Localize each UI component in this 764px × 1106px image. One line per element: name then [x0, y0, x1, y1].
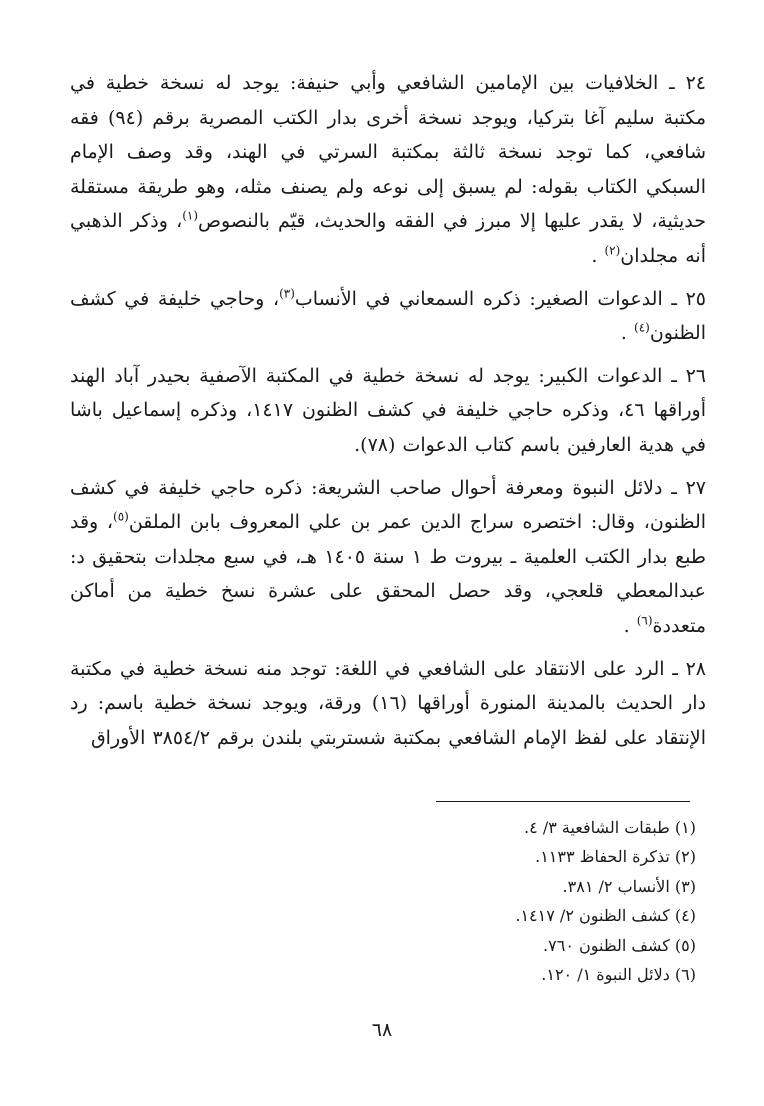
entry-text: ، وذكر الذهبي أنه مجلدان	[70, 210, 706, 267]
footnote-item: (٥) كشف الظنون ٧٦٠.	[543, 935, 696, 955]
entry-text: يوجد له نسخة خطية في المكتبة الآصفية بحيدر آباد الهند أوراقها ٤٦، وذكره حاجي خليفة في كشف الظنون ١٤١٧، وذكره إسماعيل باشا في هدية العارفين باسم كتاب الدعوات (٧٨).	[70, 364, 706, 456]
entry-number: ٢٨	[685, 657, 706, 680]
entry-text: .	[620, 322, 627, 345]
footnote-item: (٢) تذكرة الحفاظ ١١٣٣.	[535, 847, 696, 867]
footnote-separator	[436, 801, 690, 802]
entry-26: ٢٦ ـ الدعوات الكبير: يوجد له نسخة خطية في المكتبة الآصفية بحيدر آباد الهند أوراقها ٤٦، وذكره حاجي خليفة في كشف الظنون ١٤١٧، وذكره إسماعيل باشا في هدية العارفين باسم كتاب الدعوات (٧٨).	[70, 364, 706, 456]
entry-number: ٢٦	[685, 364, 706, 387]
page-number: ٦٨	[371, 1019, 393, 1041]
entry-text: .	[623, 614, 630, 637]
entry-number: ٢٤	[685, 72, 706, 94]
entry-number: ٢٧	[685, 476, 706, 499]
entry-24: ٢٤ ـ الخلافيات بين الإمامين الشافعي وأبي حنيفة: يوجد له نسخة خطية في مكتبة سليم آغا بتركيا، ويوجد نسخة أخرى بدار الكتب المصرية برقم (٩٤) فقه شافعي، كما توجد نسخة ثالثة بمكتبة السرتي في الهند، وقد وصف الإمام السبكي الكتاب بقوله: لم يسبق إلى نوعه ولم يصنف مثله، وهو طريقة مستقلة حديثية، لا يقدر عليها إلا مبرز في الفقه والحديث، قيّم بالنصوص$^{(١)}$، وذكر الذهبي أنه مجلدان$^{(٢)}$ .	[70, 72, 706, 267]
entry-title: الدعوات الكبير:	[538, 364, 663, 387]
footnote-item: (٤) كشف الظنون ٢/ ١٤١٧.	[515, 906, 696, 926]
footnote-ref[interactable]: (٥)	[113, 509, 129, 524]
entry-text: ، وقد طبع بدار الكتب العلمية ـ بيروت ط ١ سنة ١٤٠٥ هـ، في سبع مجلدات بتحقيق د: عبدالمعطي قلعجي، وقد حصل المحقق على عشرة نسخ خطية من أماكن متعددة	[70, 511, 707, 637]
footnote-item: (٣) الأنساب ٢/ ٣٨١.	[562, 876, 696, 896]
entry-25: ٢٥ ـ الدعوات الصغير: ذكره السمعاني في الأنساب$^{(٣)}$، وحاجي خليفة في كشف الظنون$^{(٤)}$ .	[70, 286, 706, 345]
entry-text: يوجد له نسخة خطية في مكتبة سليم آغا بتركيا، ويوجد نسخة أخرى بدار الكتب المصرية برقم (٩٤) فقه شافعي، كما توجد نسخة ثالثة بمكتبة السرتي في الهند، وقد وصف الإمام السبكي الكتاب بقوله: لم يسبق إلى نوعه ولم يصنف مثله، وهو طريقة مستقلة حديثية، لا يقدر عليها إلا مبرز في الفقه والحديث، قيّم بالنصوص	[70, 72, 706, 233]
entry-text: ، وحاجي خليفة في كشف الظنون	[70, 287, 706, 345]
footnote-ref[interactable]: (٣)	[279, 286, 295, 301]
footnote-ref[interactable]: (٢)	[604, 243, 621, 258]
footnote-item: (٦) دلائل النبوة ١/ ١٢٠.	[541, 965, 696, 985]
entry-title: الخلافيات بين الإمامين الشافعي وأبي حنيفة:	[289, 72, 659, 94]
entry-28: ٢٨ ـ الرد على الانتقاد على الشافعي في اللغة: توجد منه نسخة خطية في مكتبة دار الحديث بالمدينة المنورة أوراقها (١٦) ورقة، ويوجد نسخة خطية باسم: رد الإنتقاد على لفظ الإمام الشافعي بمكتبة شستربتي بلندن برقم ٣٨٥٤/٢ الأوراق	[70, 657, 706, 749]
entry-text: ذكره حاجي خليفة في كشف الظنون، وقال: اختصره سراج الدين عمر بن علي المعروف بابن الملقن	[70, 476, 707, 534]
entry-27: ٢٧ ـ دلائل النبوة ومعرفة أحوال صاحب الشريعة: ذكره حاجي خليفة في كشف الظنون، وقال: اختصره سراج الدين عمر بن علي المعروف بابن الملقن$^{(٥)}$، وقد طبع بدار الكتب العلمية ـ بيروت ط ١ سنة ١٤٠٥ هـ، في سبع مجلدات بتحقيق د: عبدالمعطي قلعجي، وقد حصل المحقق على عشرة نسخ خطية من أماكن متعددة$^{(٦)}$ .	[70, 476, 707, 637]
main-text	[70, 66, 706, 763]
footnote-ref[interactable]: (١)	[182, 209, 199, 224]
footnote-ref[interactable]: (٦)	[636, 613, 653, 628]
entry-text: توجد منه نسخة خطية في مكتبة دار الحديث بالمدينة المنورة أوراقها (١٦) ورقة، ويوجد نسخة خطية باسم: رد الإنتقاد على لفظ الإمام الشافعي بمكتبة شستربتي بلندن برقم ٣٨٥٤/٢ الأوراق	[70, 657, 706, 749]
entry-text: ذكره السمعاني في الأنساب	[294, 287, 530, 310]
footnote-ref[interactable]: (٤)	[634, 320, 650, 335]
entry-title: الدعوات الصغير:	[529, 287, 663, 310]
footnote-item: (١) طبقات الشافعية ٣/ ٤.	[524, 818, 696, 837]
entry-number: ٢٥	[685, 287, 706, 310]
entry-text: .	[591, 244, 598, 267]
footnotes-list	[250, 813, 696, 989]
entry-title: دلائل النبوة ومعرفة أحوال صاحب الشريعة:	[311, 476, 663, 499]
entry-title: الرد على الانتقاد على الشافعي في اللغة:	[334, 657, 665, 680]
